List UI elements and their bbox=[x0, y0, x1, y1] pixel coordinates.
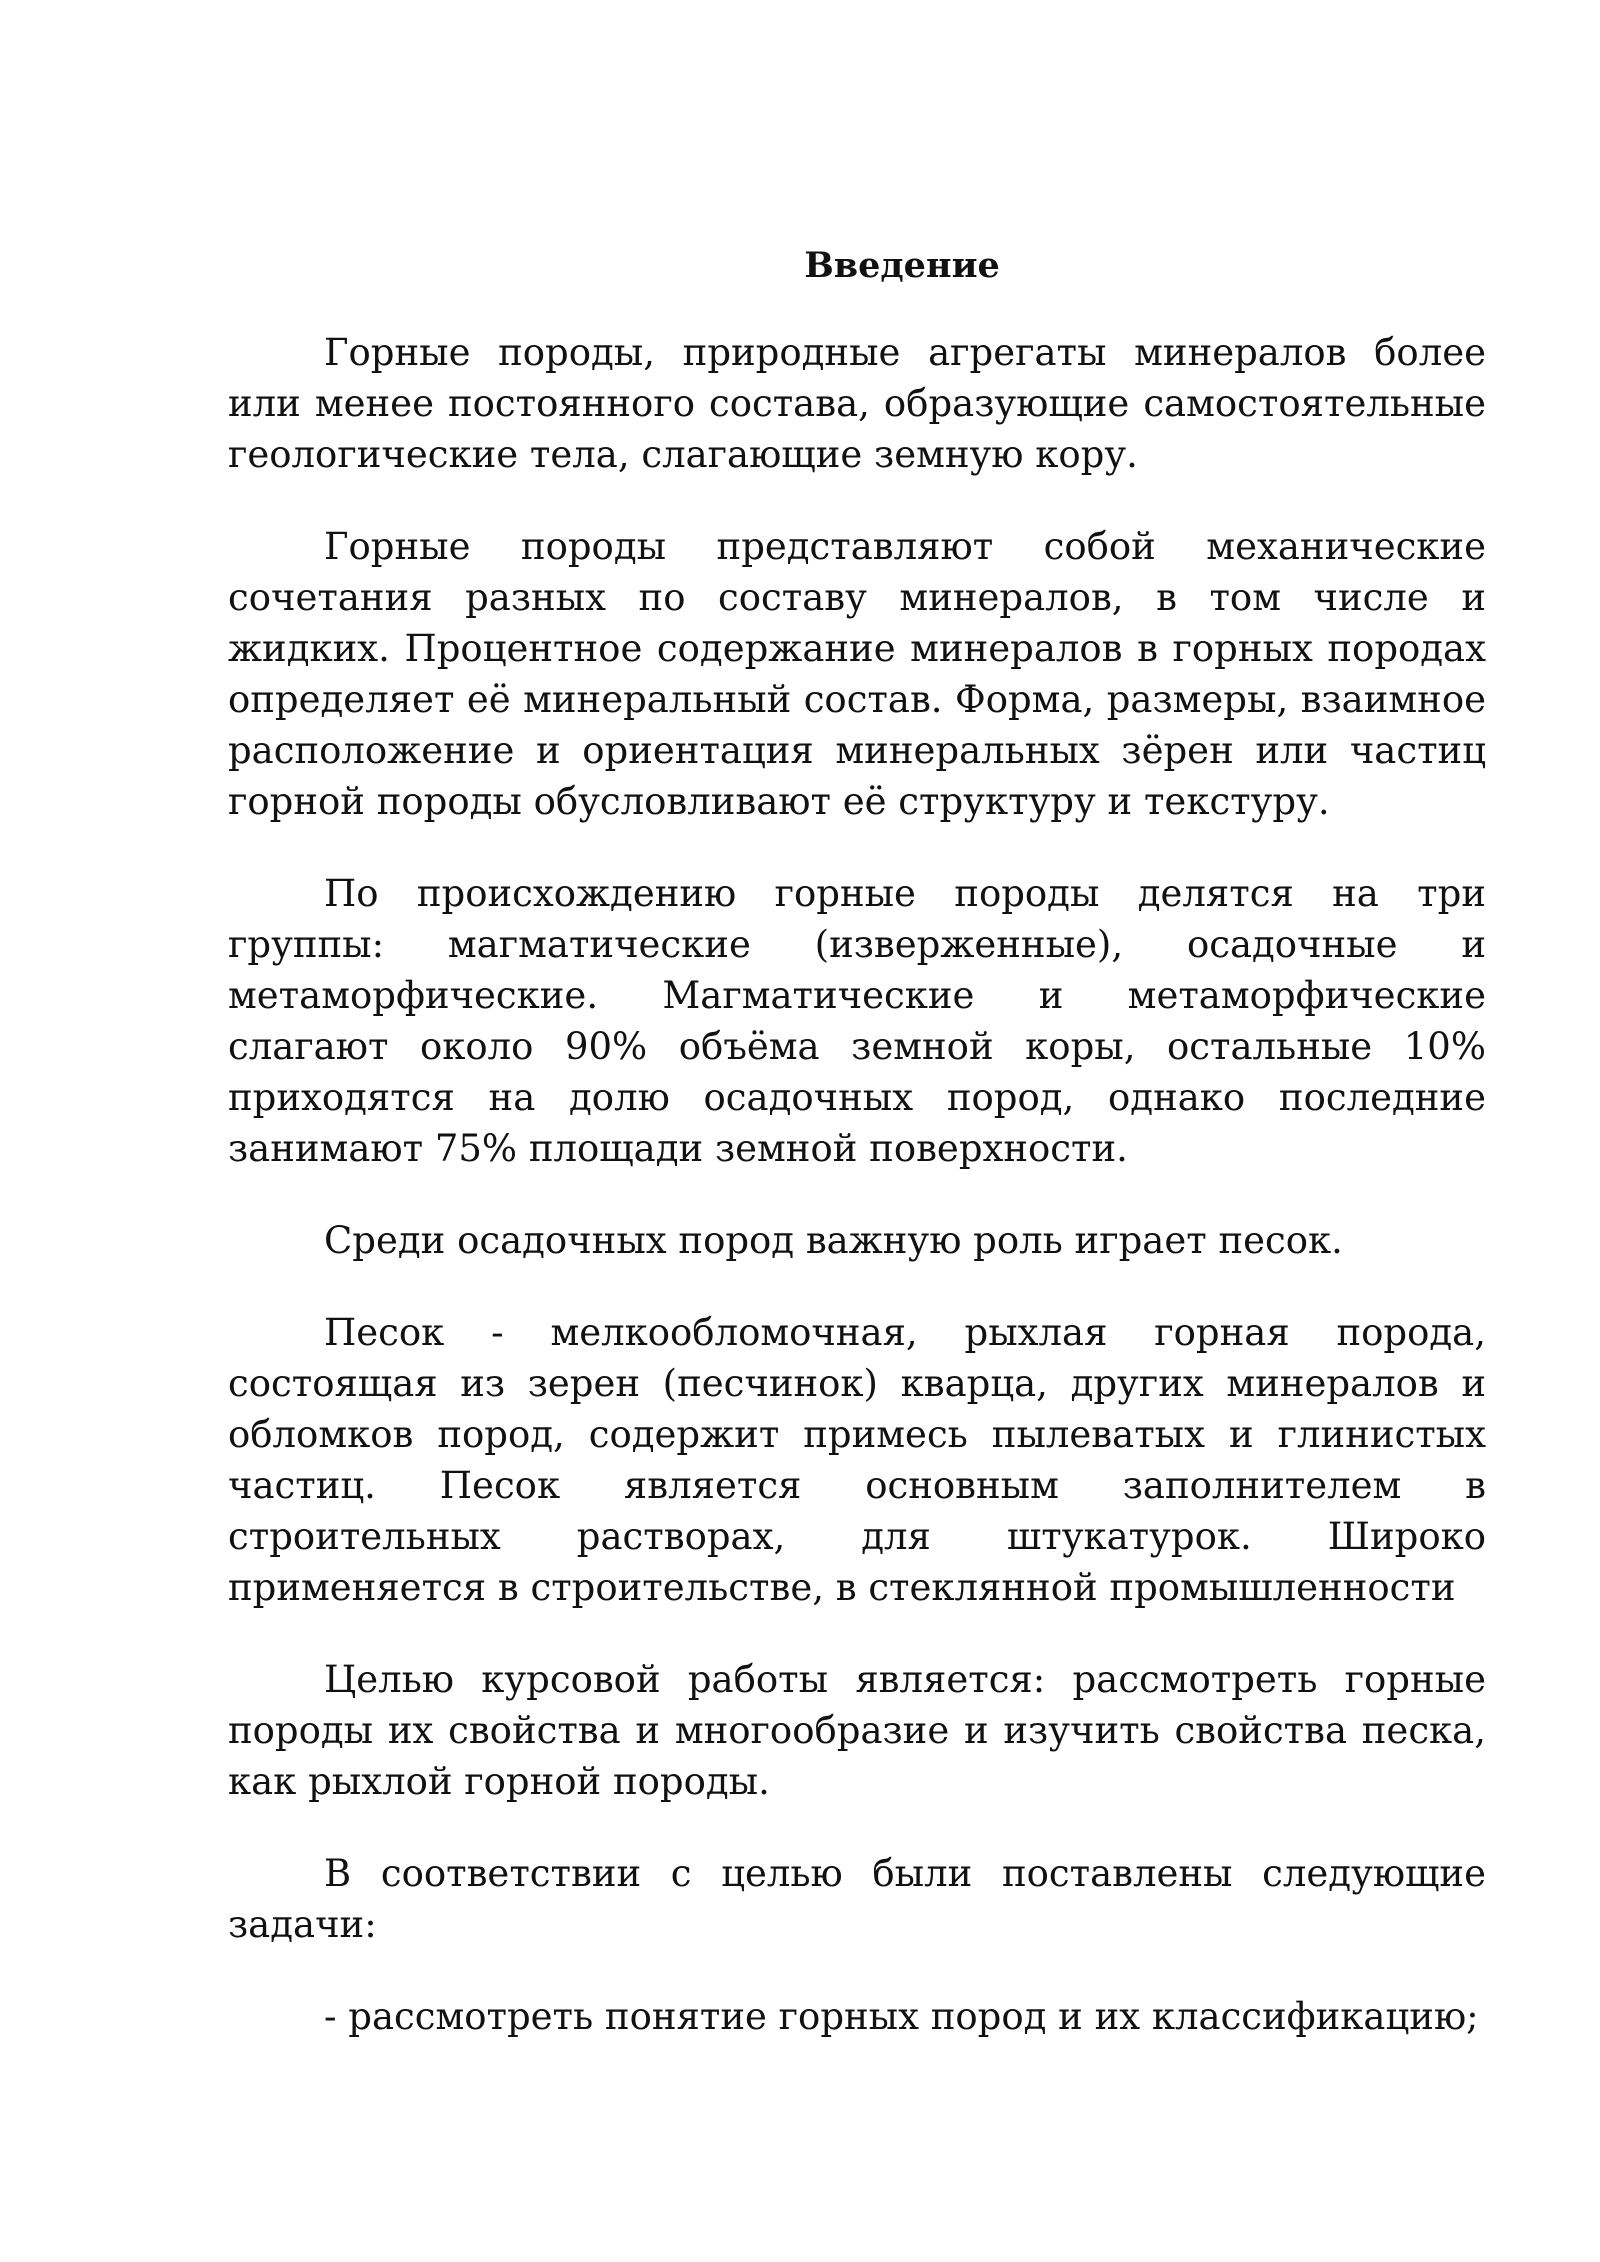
paragraph-origin: По происхождению горные породы делятся на три группы: магматические (изверженные), осадочные и метаморфические. Магматические и метаморфические слагают около 90% объёма земной коры, остальные 10% приходятся на долю осадочных пород, однако последние занимают 75% площади земной поверхности. bbox=[228, 872, 1486, 1170]
document-page bbox=[228, 240, 1486, 2083]
paragraph-sand-role: Среди осадочных пород важную роль играет песок. bbox=[324, 1219, 1343, 1262]
paragraph-composition: Горные породы представляют собой механические сочетания разных по составу минералов, в том числе и жидких. Процентное содержание минералов в горных породах определяет её минеральный состав. Форма, размеры, взаимное расположение и ориентация минеральных зёрен или частиц горной породы обусловливают её структуру и текстуру. bbox=[228, 525, 1486, 823]
page-title: Введение bbox=[804, 245, 1000, 286]
paragraph-goal: Целью курсовой работы является: рассмотреть горные породы их свойства и многообразие и изучить свойства песка, как рыхлой горной породы. bbox=[228, 1658, 1486, 1803]
paragraph-sand-definition: Песок - мелкообломочная, рыхлая горная порода, состоящая из зерен (песчинок) кварца, других минералов и обломков пород, содержит примесь пылеватых и глинистых частиц. Песок является основным заполнителем в строительных растворах, для штукатурок. Широко применяется в строительстве, в стеклянной промышленности bbox=[228, 1311, 1486, 1609]
list-item-task: - рассмотреть понятие горных пород и их классификацию; bbox=[324, 1995, 1479, 2038]
paragraph-intro: Горные породы, природные агрегаты минералов более или менее постоянного состава, образующие самостоятельные геологические тела, слагающие земную кору. bbox=[228, 331, 1486, 476]
paragraph-tasks: В соответствии с целью были поставлены следующие задачи: bbox=[228, 1852, 1486, 1946]
